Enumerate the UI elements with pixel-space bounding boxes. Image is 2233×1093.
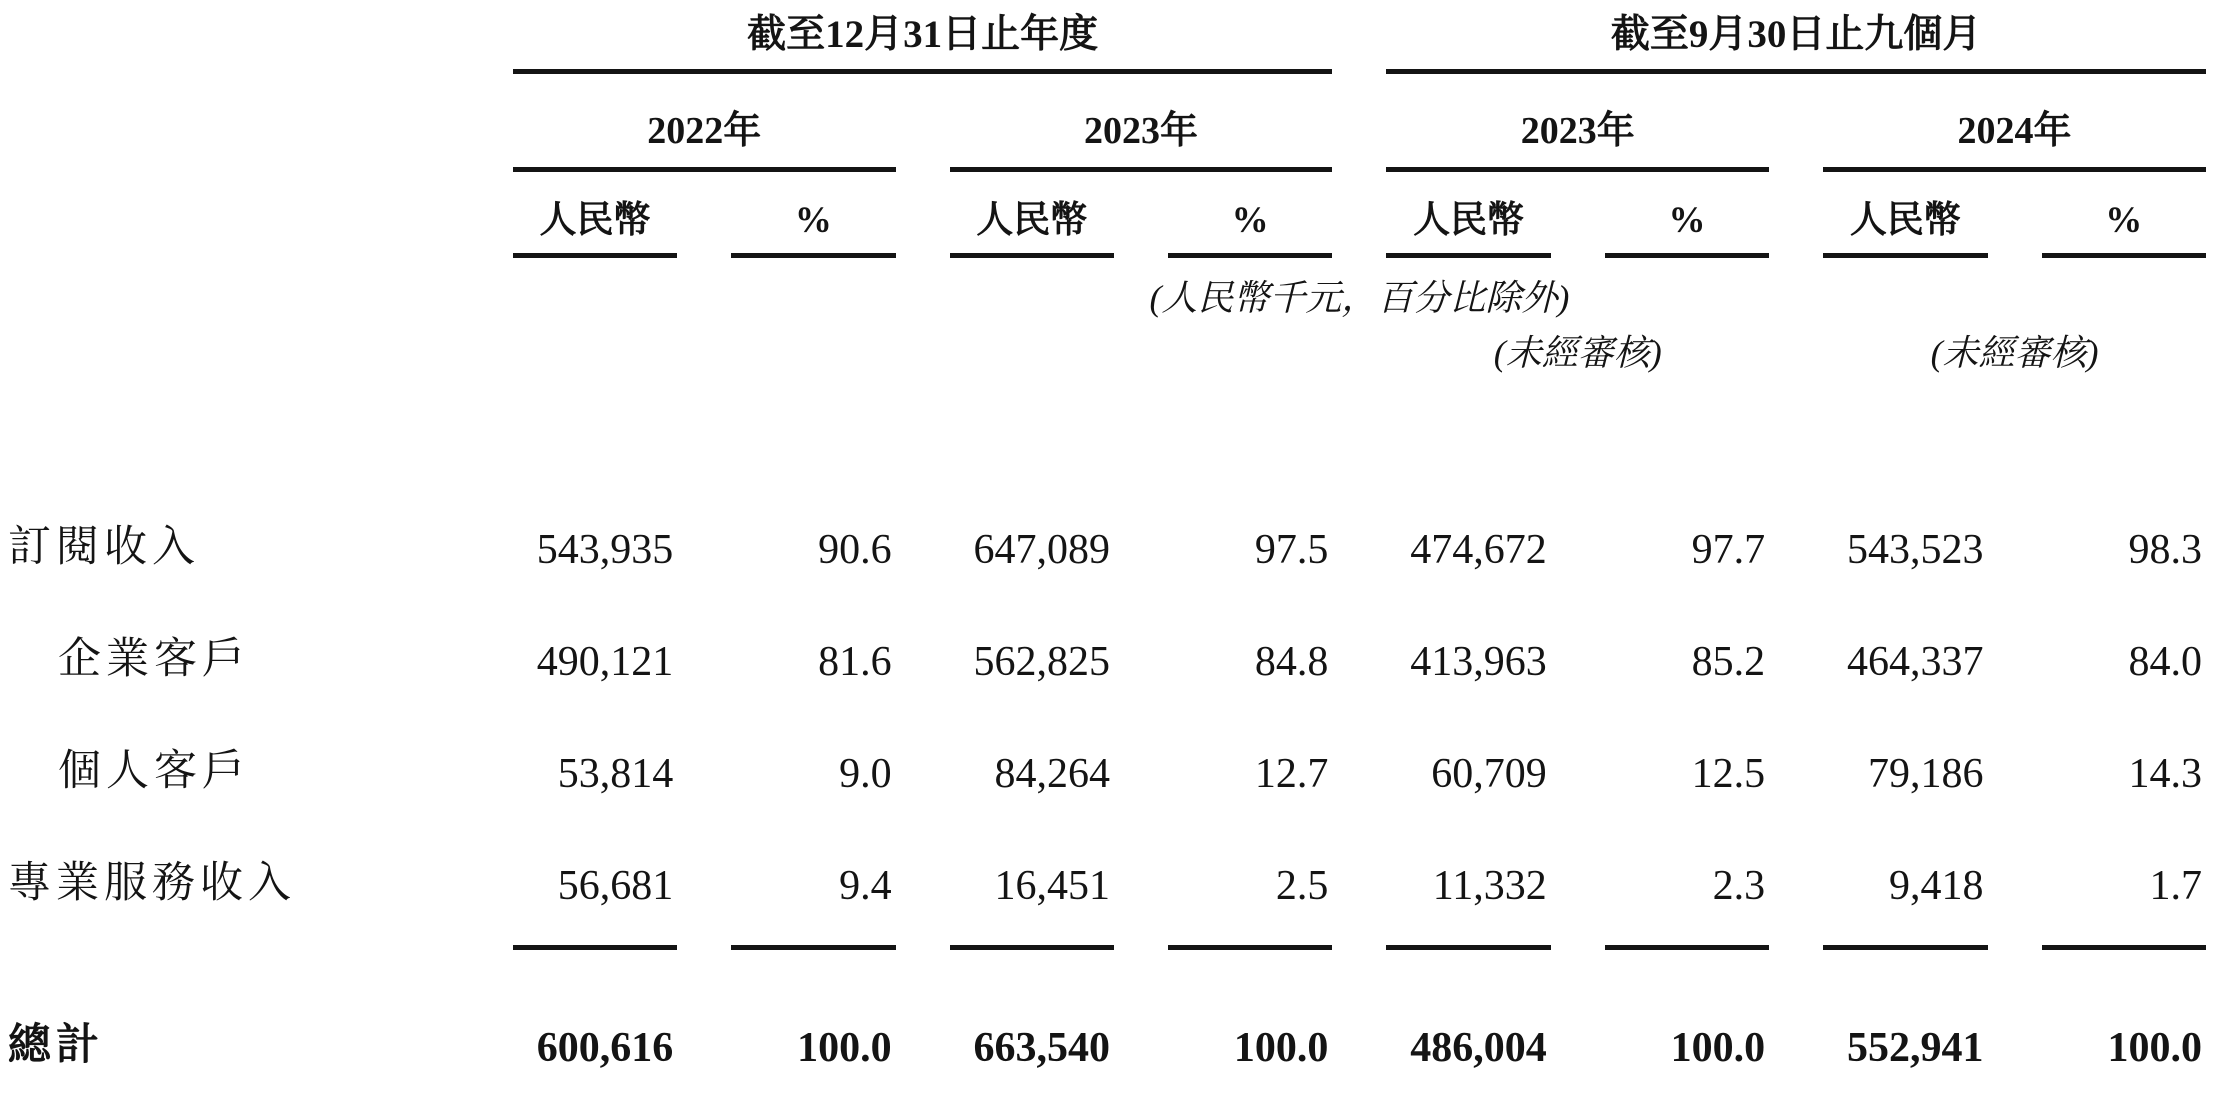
total-fy2022-pct: 100.0 [797, 1024, 892, 1071]
year-2024-9m-cell [1796, 74, 2233, 173]
year-header-row [0, 74, 2233, 173]
cell-fy2023-rmb: 647,089 [973, 526, 1110, 573]
cell-9m2024-pct: 1.7 [2149, 862, 2202, 909]
cell-9m2023-pct: 85.2 [1691, 638, 1766, 685]
cell-fy2023-rmb: 562,825 [973, 638, 1110, 685]
cell-9m2024-pct: 14.3 [2128, 750, 2202, 797]
column-header-rmb: 人民幣 [1386, 198, 1550, 257]
total-fy2023-rmb: 663,540 [973, 1024, 1110, 1071]
label-column-spacer [0, 321, 486, 376]
row-enterprise-customers [0, 588, 2233, 700]
cell-9m2024-rmb: 9,418 [1889, 862, 1984, 909]
cell-9m2023-rmb: 60,709 [1431, 750, 1547, 797]
cell-9m2023-pct: 97.7 [1691, 526, 1766, 573]
total-fy2023-pct: 100.0 [1233, 1024, 1329, 1071]
group-header-fy-cell [486, 0, 1360, 74]
unaudited-note-2023-9m: (未經審核) [1493, 332, 1662, 373]
column-header-pct: % [731, 198, 895, 257]
label-column-spacer [0, 172, 486, 257]
group-header-9m-label: 截至9月30日止九個月 [1386, 12, 2206, 74]
year-2023fy-cell [923, 74, 1360, 173]
total-9m2024-pct: 100.0 [2107, 1024, 2202, 1071]
cell-fy2022-rmb: 490,121 [536, 638, 674, 685]
column-header-rmb: 人民幣 [1823, 198, 1987, 257]
cell-fy2023-pct: 97.5 [1254, 526, 1329, 573]
cell-fy2022-pct: 9.0 [839, 750, 892, 797]
cell-fy2022-rmb: 56,681 [557, 862, 674, 909]
total-fy2022-rmb: 600,616 [536, 1024, 674, 1071]
units-note-row [0, 258, 2233, 321]
column-header-pct: % [2042, 198, 2207, 257]
spacer-row [0, 950, 2233, 1006]
cell-9m2024-rmb: 543,523 [1847, 526, 1984, 573]
column-header-pct: % [1605, 198, 1769, 257]
unaudited-note-2024-9m: (未經審核) [1930, 332, 2099, 373]
unaudited-note-row [0, 321, 2233, 376]
cell-9m2023-pct: 2.3 [1712, 862, 1766, 909]
cell-fy2022-rmb: 543,935 [536, 526, 674, 573]
row-label: 訂閱收入 [8, 523, 200, 571]
column-header-rmb: 人民幣 [513, 198, 677, 257]
row-subscription-revenue [0, 476, 2233, 588]
cell-fy2023-pct: 84.8 [1254, 638, 1329, 685]
cell-9m2024-pct: 98.3 [2128, 526, 2202, 573]
cell-9m2023-rmb: 413,963 [1410, 638, 1547, 685]
label-column-spacer [0, 0, 486, 74]
cell-fy2022-pct: 81.6 [818, 638, 892, 685]
cell-9m2024-pct: 84.0 [2128, 638, 2202, 685]
column-header-rmb: 人民幣 [950, 198, 1114, 257]
year-2023fy-label: 2023年 [950, 108, 1333, 173]
cell-fy2023-pct: 2.5 [1275, 862, 1329, 909]
label-column-spacer [0, 74, 486, 173]
total-double-rule-row [0, 1082, 2233, 1093]
year-2023-9m-label: 2023年 [1386, 108, 1769, 173]
spacer-row [0, 376, 2233, 476]
year-2022-cell [486, 74, 923, 173]
group-header-9m-cell [1359, 0, 2233, 74]
units-note: (人民幣千元，百分比除外) [1149, 277, 1570, 318]
row-professional-services-revenue [0, 812, 2233, 924]
total-9m2023-rmb: 486,004 [1410, 1024, 1547, 1071]
group-header-fy-label: 截至12月31日止年度 [513, 12, 1333, 74]
cell-9m2023-pct: 12.5 [1691, 750, 1766, 797]
year-2023-9m-cell [1359, 74, 1796, 173]
cell-fy2022-pct: 90.6 [818, 526, 892, 573]
year-2024-9m-label: 2024年 [1823, 108, 2206, 173]
cell-fy2022-pct: 9.4 [839, 862, 892, 909]
cell-fy2023-pct: 12.7 [1254, 750, 1329, 797]
column-header-pct: % [1168, 198, 1332, 257]
subtotal-rule-row [0, 924, 2233, 950]
cell-fy2023-rmb: 84,264 [994, 750, 1110, 797]
label-column-spacer [0, 258, 486, 321]
total-label: 總計 [8, 1021, 104, 1069]
row-individual-customers [0, 700, 2233, 812]
cell-9m2024-rmb: 79,186 [1868, 750, 1984, 797]
row-label: 企業客戶 [58, 635, 250, 683]
cell-fy2022-rmb: 53,814 [557, 750, 674, 797]
year-2022-label: 2022年 [513, 108, 896, 173]
row-label: 專業服務收入 [8, 859, 296, 907]
row-total [0, 1006, 2233, 1082]
total-9m2023-pct: 100.0 [1670, 1024, 1766, 1071]
total-9m2024-rmb: 552,941 [1847, 1024, 1984, 1071]
cell-9m2023-rmb: 11,332 [1432, 862, 1547, 909]
cell-fy2023-rmb: 16,451 [994, 862, 1110, 909]
period-group-header-row [0, 0, 2233, 74]
cell-9m2023-rmb: 474,672 [1410, 526, 1547, 573]
column-header-row [0, 172, 2233, 257]
cell-9m2024-rmb: 464,337 [1847, 638, 1984, 685]
row-label: 個人客戶 [58, 747, 250, 795]
